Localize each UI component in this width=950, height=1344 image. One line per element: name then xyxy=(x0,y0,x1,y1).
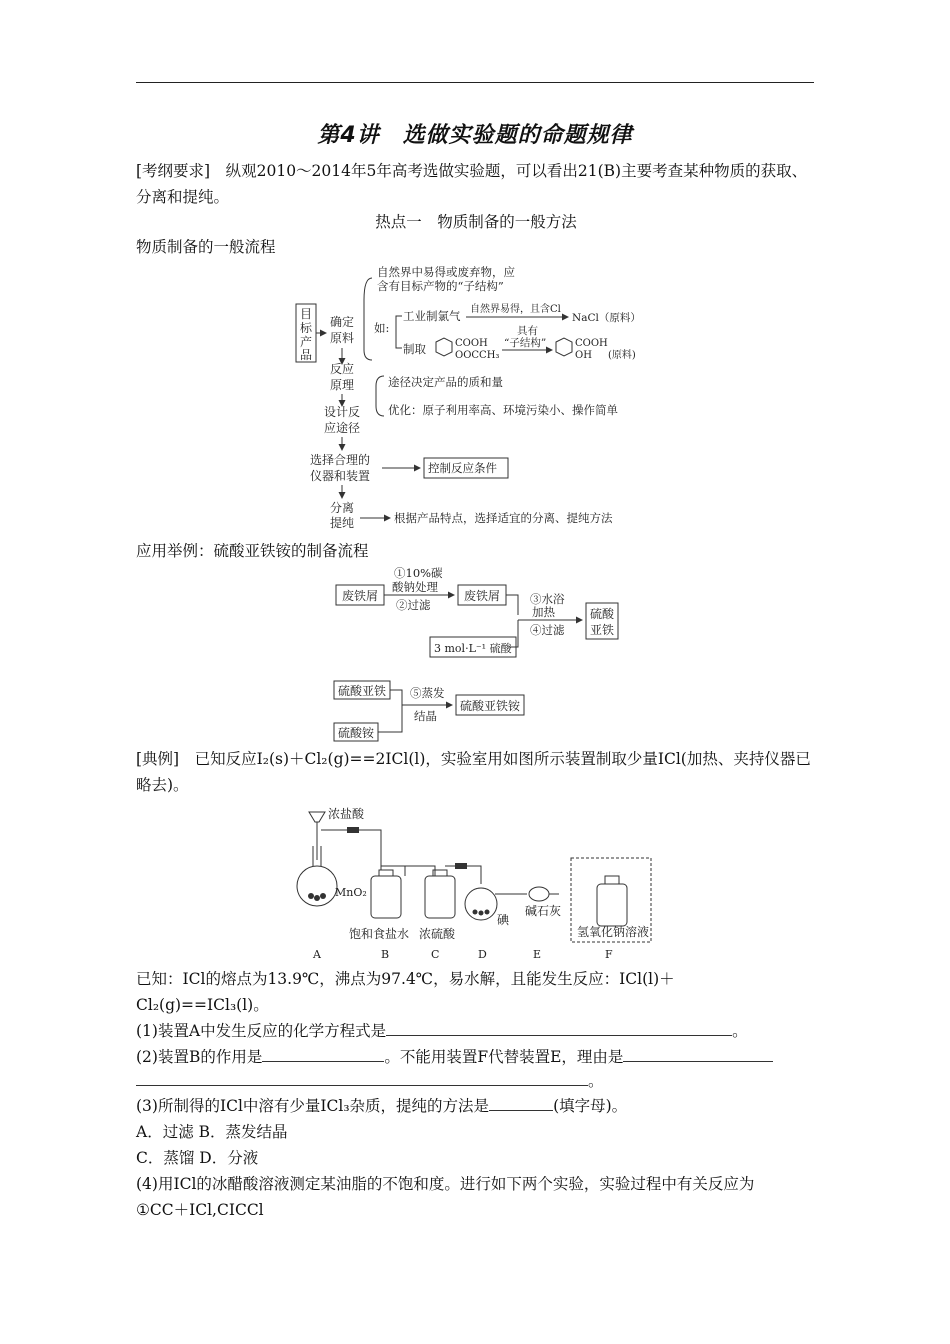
apparatus-iodine: 碘 xyxy=(497,913,510,927)
flow-control: 控制反应条件 xyxy=(428,461,497,475)
flow-react-2: 原理 xyxy=(330,378,355,392)
q2-text-b: 。不能用装置F代替装置E，理由是 xyxy=(384,1048,624,1066)
flow2-step5a: ⑤蒸发 xyxy=(410,686,445,700)
q1-end: 。 xyxy=(732,1022,748,1040)
flow-sep-2: 提纯 xyxy=(330,516,355,530)
flow-ex2-left: 制取 xyxy=(403,342,426,356)
flow2-step3b: 加热 xyxy=(532,605,555,619)
q2-end: 。 xyxy=(588,1072,604,1090)
flow-ex2-ooc: OOCCH₃ xyxy=(455,350,500,361)
flow2-step4: ④过滤 xyxy=(530,623,565,637)
q3-answer-blank[interactable] xyxy=(489,1094,553,1111)
flow-ex2-arrow-top: 具有 xyxy=(517,325,538,337)
flow-note-1b: 含有目标产物的“子结构” xyxy=(377,279,504,293)
apparatus-naoh: 氢氧化钠溶液 xyxy=(577,925,650,939)
question-4-line-1: (4)用ICl的冰醋酸溶液测定某油脂的不饱和度。进行如下两个实验，实验过程中有关反应为 xyxy=(136,1175,755,1193)
typical-tag: [典例] xyxy=(136,750,180,768)
flow2-final: 硫酸亚铁铵 xyxy=(460,699,521,713)
options-ab: A．过滤 B．蒸发结晶 xyxy=(136,1123,288,1141)
known-line-2: Cl₂(g)==ICl₃(l)。 xyxy=(136,996,269,1014)
flow2-step1b: 酸钠处理 xyxy=(392,580,438,594)
flow2-step5b: 结晶 xyxy=(414,709,437,723)
flow-sep-note: 根据产品特点，选择适宜的分离、提纯方法 xyxy=(394,511,613,525)
flow-target-1: 目 xyxy=(299,307,313,321)
q1-text: (1)装置A中发生反应的化学方程式是 xyxy=(136,1022,387,1040)
flow2-prod-1: 硫酸 xyxy=(590,607,615,621)
question-2-cont xyxy=(136,1068,816,1094)
apparatus-brine: 饱和食盐水 xyxy=(349,927,410,941)
flow-route-note-1: 途径决定产品的质和量 xyxy=(388,375,503,389)
intro-paragraph xyxy=(136,158,816,210)
flow2-scrap-1: 废铁屑 xyxy=(342,589,379,603)
bottle-c-icon xyxy=(425,876,455,918)
flow-ex1-right: NaCl（原料） xyxy=(572,312,641,324)
preparation-flow-diagram xyxy=(290,260,650,530)
flow-route-1: 设计反 xyxy=(324,405,361,419)
q2-text-a: (2)装置B的作用是 xyxy=(136,1048,263,1066)
apparatus-label-d: D xyxy=(478,948,487,961)
apparatus-diagram xyxy=(295,800,665,962)
apparatus-label-a: A xyxy=(313,948,321,961)
q3-text: (3)所制得的ICl中溶有少量ICl₃杂质，提纯的方法是 xyxy=(136,1097,490,1115)
ammonium-ferrous-sulfate-flow xyxy=(330,565,630,745)
flow-raw-1: 确定 xyxy=(330,315,355,329)
drying-tube-e-icon xyxy=(529,887,549,901)
flow2-in-2: 硫酸铵 xyxy=(338,726,375,740)
apparatus-label-e: E xyxy=(533,948,542,961)
benzene-ring-icon xyxy=(436,338,452,356)
dropping-funnel-icon xyxy=(309,812,325,822)
header-rule xyxy=(136,82,814,83)
question-3 xyxy=(136,1093,816,1119)
benzene-ring-icon xyxy=(556,338,572,356)
flow-target-2: 标 xyxy=(299,321,313,335)
bottle-b-icon xyxy=(371,876,401,918)
section-subheading: 物质制备的一般流程 xyxy=(136,238,276,256)
page-title: 第4讲 选做实验题的命题规律 xyxy=(317,123,633,148)
flow-ex2-oh: OH xyxy=(575,350,592,361)
flow-raw-2: 原料 xyxy=(330,331,355,345)
apparatus-hcl: 浓盐酸 xyxy=(328,807,365,821)
flow-target-3: 产 xyxy=(299,335,313,349)
question-1 xyxy=(136,1018,816,1044)
section-heading: 热点一 物质制备的一般方法 xyxy=(375,213,577,231)
flow-ex2-raw: (原料) xyxy=(608,350,636,361)
flow-react-1: 反应 xyxy=(330,362,355,376)
q2-answer-blank-1[interactable] xyxy=(262,1045,384,1062)
flow-ex2-arrow-bot: “子结构” xyxy=(504,337,547,349)
flow-ru: 如: xyxy=(374,321,390,335)
q2-answer-blank-3[interactable] xyxy=(136,1069,588,1086)
flow-choose-1: 选择合理的 xyxy=(310,453,371,467)
flow2-step1a: ①10%碳 xyxy=(394,566,443,580)
apparatus-mno2: MnO₂ xyxy=(335,886,367,899)
question-2 xyxy=(136,1044,816,1070)
flow-sep-1: 分离 xyxy=(330,501,355,515)
flow-target-4: 品 xyxy=(299,348,313,362)
flow2-scrap-2: 废铁屑 xyxy=(464,589,501,603)
intro-tag: [考纲要求] xyxy=(136,162,211,180)
apparatus-label-b: B xyxy=(381,948,390,961)
intro-text: 纵观2010～2014年5年高考选做实验题，可以看出21(B)主要考查某种物质的获取、分离和提纯。 xyxy=(136,162,808,206)
flow-route-2: 应途径 xyxy=(324,421,361,435)
flow2-step3a: ③水浴 xyxy=(530,592,565,606)
flow-ex1-left: 工业制氯气 xyxy=(403,309,461,323)
flow2-in-1: 硫酸亚铁 xyxy=(338,684,387,698)
apparatus-label-c: C xyxy=(431,948,440,961)
question-4-line-2: ①CC＋ICl,CICCl xyxy=(136,1201,264,1219)
flow-choose-2: 仪器和装置 xyxy=(310,469,371,483)
example-heading: 应用举例：硫酸亚铁铵的制备流程 xyxy=(136,542,369,560)
flow-ex2-cooh1: COOH xyxy=(455,338,488,349)
apparatus-lime: 碱石灰 xyxy=(525,904,562,918)
flow-route-note-2: 优化：原子利用率高、环境污染小、操作简单 xyxy=(388,403,618,417)
flow2-acid: 3 mol·L⁻¹ 硫酸 xyxy=(434,642,512,655)
q1-answer-blank[interactable] xyxy=(386,1019,732,1036)
options-cd: C．蒸馏 D．分液 xyxy=(136,1149,259,1167)
typical-paragraph xyxy=(136,746,816,798)
flow2-prod-2: 亚铁 xyxy=(590,623,615,637)
flow-ex2-cooh2: COOH xyxy=(575,338,608,349)
flow-note-1a: 自然界中易得或废弃物，应 xyxy=(377,265,515,279)
q2-answer-blank-2[interactable] xyxy=(623,1045,773,1062)
flow-ex1-arrow: 自然界易得，且含Cl xyxy=(470,304,561,315)
bottle-f-icon xyxy=(597,884,627,926)
flow2-step2: ②过滤 xyxy=(396,598,431,612)
q3-end: (填字母)。 xyxy=(553,1097,628,1115)
typical-text: 已知反应I₂(s)＋Cl₂(g)==2ICl(l)，实验室用如图所示装置制取少量ICl(加热、夹持仪器已略去)。 xyxy=(136,750,811,794)
apparatus-label-f: F xyxy=(605,948,613,961)
apparatus-h2so4: 浓硫酸 xyxy=(419,927,456,941)
known-line-1: 已知：ICl的熔点为13.9℃，沸点为97.4℃，易水解，且能发生反应：ICl(l)＋ xyxy=(136,970,675,988)
